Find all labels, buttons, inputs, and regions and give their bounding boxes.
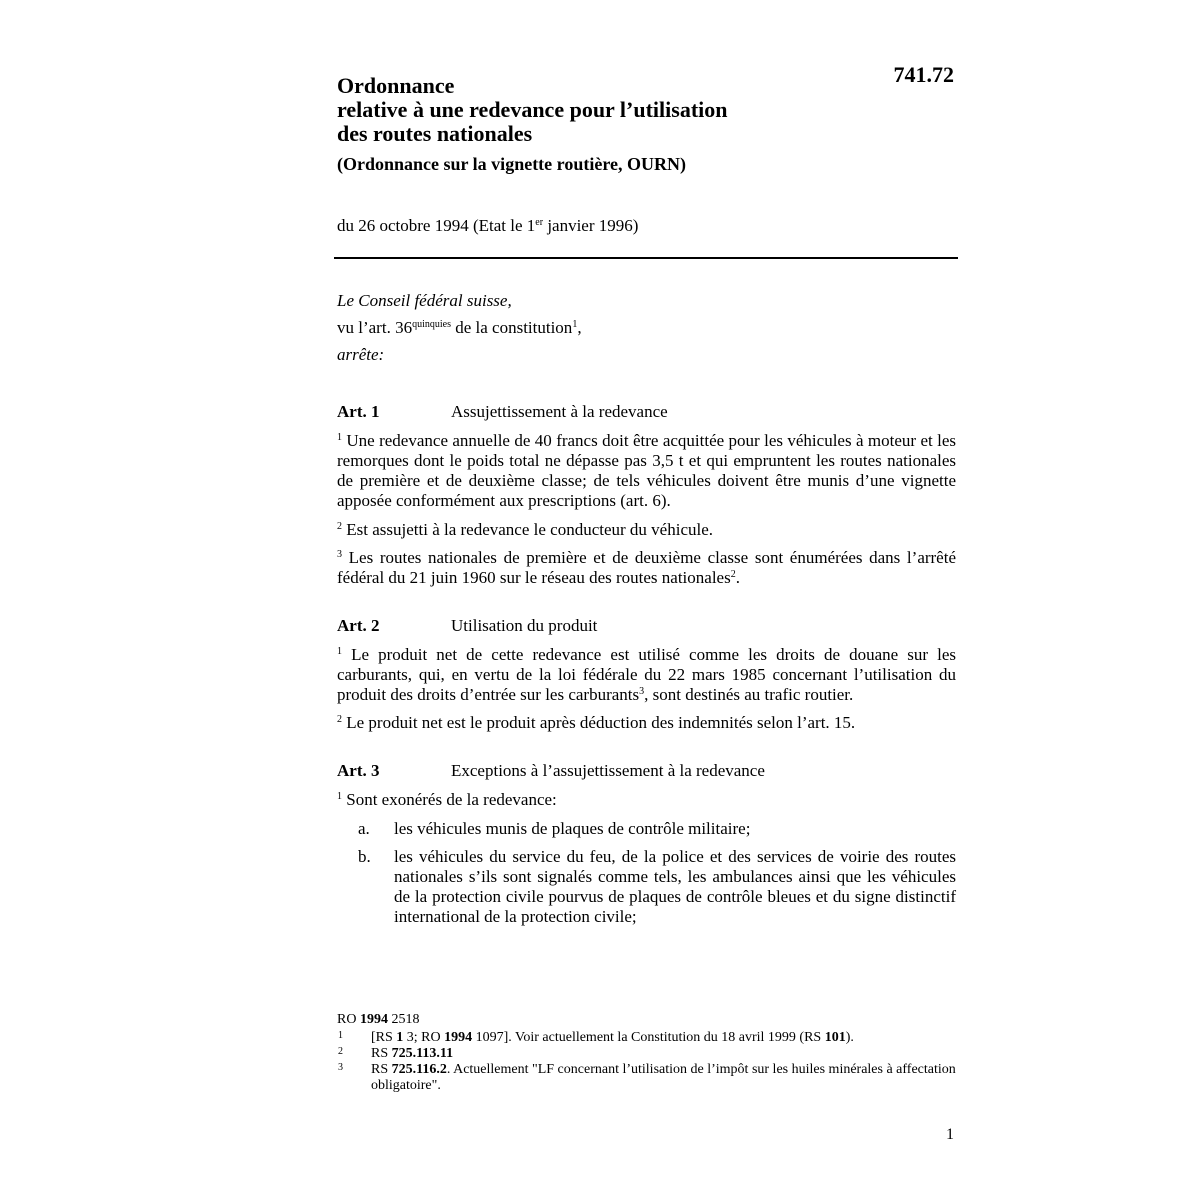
article-title: Utilisation du produit — [451, 616, 598, 635]
article-2-para-1: $^1$ Le produit net de cette redevance est utilisé comme les droits de douane sur les carburants, qui, en vertu de la loi fédérale du 22 mars 1985 concernant l’utilisation du produit des droits d’entrée sur les carburants$^3$, sont destinés au trafic routier. — [337, 645, 956, 704]
article-number: Art. 3 — [337, 761, 380, 780]
sr-number: 741.72 — [893, 62, 954, 87]
list-item-label: b. — [358, 847, 371, 866]
preamble-decree: arrête: — [337, 345, 385, 364]
title-line-1: Ordonnance — [337, 73, 455, 98]
footnote-2: 2 RS 725.113.11 — [338, 1046, 454, 1061]
footnote-ref-1[interactable]: 1 — [572, 319, 578, 330]
article-title: Assujettissement à la redevance — [451, 402, 668, 421]
article-number: Art. 1 — [337, 402, 380, 421]
article-number: Art. 2 — [337, 616, 380, 635]
document-title — [337, 74, 728, 146]
article-1-para-1: $^1$ Une redevance annuelle de 40 francs doit être acquittée pour les véhicules à moteur et les remorques dont le poids total ne dépasse pas 3,5 t et qui empruntent les routes nationales de première et de deuxième classe; de tels véhicules doivent être munis d’une vignette apposée conformément aux prescriptions (art. 6). — [337, 431, 956, 510]
title-line-2: relative à une redevance pour l’utilisation — [337, 97, 728, 122]
list-item-text: les véhicules munis de plaques de contrôle militaire; — [394, 819, 751, 838]
preamble-authority: Le Conseil fédéral suisse, — [337, 291, 512, 310]
article-1-heading — [337, 402, 668, 422]
article-1-para-2: $^2$ Est assujetti à la redevance le conducteur du véhicule. — [337, 520, 714, 539]
date-prefix: du 26 octobre 1994 (Etat le 1 — [337, 216, 536, 235]
footnotes — [337, 1012, 957, 1094]
preamble — [337, 287, 582, 368]
footnote-1: 1 [RS 1 3; RO 1994 1097]. Voir actuellement la Constitution du 18 avril 1999 (RS 101). — [338, 1030, 854, 1045]
footnote-3: 3 RS 725.116.2. Actuellement "LF concernant l’utilisation de l’impôt sur les huiles minérales à affectation obligatoire". — [338, 1062, 956, 1093]
list-item-text: les véhicules du service du feu, de la police et des services de voirie des routes nationales s’ils sont signalés comme tels, les ambulances ainsi que les véhicules de la protection civile pourvus de plaques de contrôle bleues et du signe distinctif international de la protection civile; — [394, 847, 956, 926]
document-subtitle: (Ordonnance sur la vignette routière, OURN) — [337, 154, 686, 174]
page-number: 1 — [946, 1126, 954, 1143]
article-3-heading — [337, 761, 765, 781]
official-compilation-ref: RO 1994 2518 — [337, 1012, 420, 1027]
footnote-ref-3[interactable]: 3 — [639, 686, 645, 697]
header-divider — [334, 257, 958, 259]
document-date — [337, 216, 638, 236]
date-sup: er — [535, 217, 544, 228]
article-3-para-1: $^1$ Sont exonérés de la redevance: — [337, 790, 557, 809]
list-item-a — [337, 819, 956, 839]
article-title: Exceptions à l’assujettissement à la redevance — [451, 761, 765, 780]
article-2-para-2: $^2$ Le produit net est le produit après déduction des indemnités selon l’art. 15. — [337, 713, 856, 732]
date-suffix: janvier 1996) — [543, 216, 639, 235]
article-2-heading — [337, 616, 597, 636]
title-line-3: des routes nationales — [337, 121, 533, 146]
list-item-b — [337, 847, 956, 927]
preamble-basis: vu l’art. $36^{quinquies}$ de la constitution$^1$, — [337, 318, 582, 337]
article-1-para-3: $^3$ Les routes nationales de première et de deuxième classe sont énumérées dans l’arrêté fédéral du 21 juin 1960 sur le réseau des routes nationales$^2$. — [337, 548, 956, 587]
list-item-label: a. — [358, 819, 370, 838]
footnote-ref-2[interactable]: 2 — [730, 569, 736, 580]
